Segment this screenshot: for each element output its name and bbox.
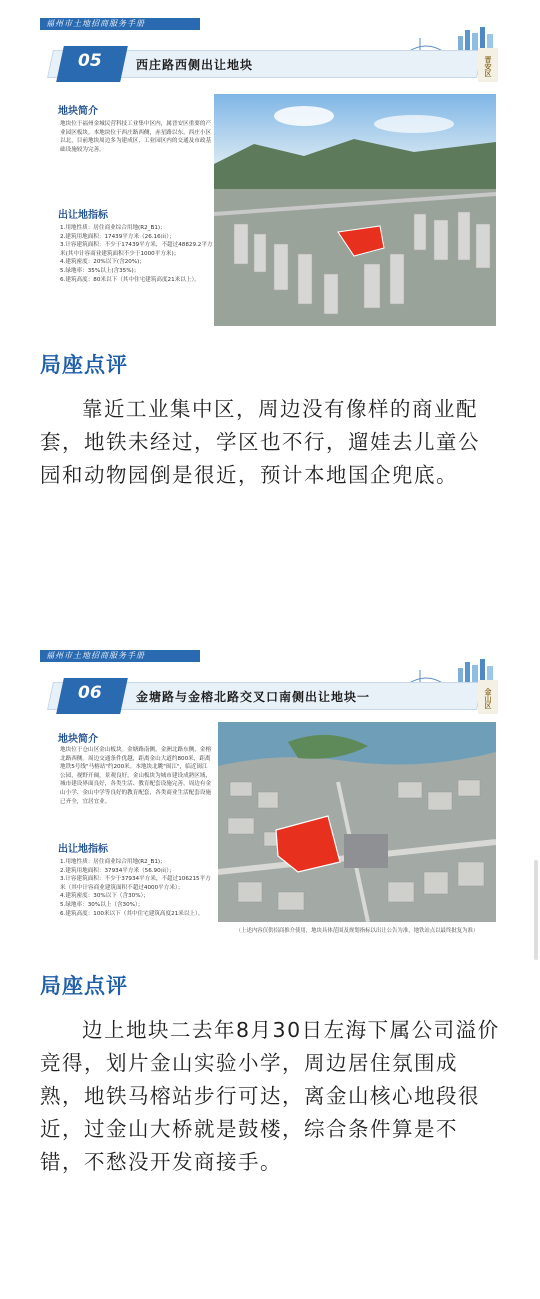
indicator-item: 2.建筑用地面积：17439平方米（26.16亩）；: [60, 233, 175, 240]
indicators-heading: 出让地指标: [58, 206, 108, 221]
review-heading: 局座点评: [40, 353, 128, 377]
review-text: 靠近工业集中区，周边没有像样的商业配套，地铁未经过，学区也不行，遛娃去儿童公园和动物园倒是很近，预计本地国企兜底。: [40, 397, 480, 487]
indicator-item: 4.建筑密度：20%以下(含20%)；: [60, 259, 145, 266]
photo-caption: （上述内容仅供招商推介使用，地块具体范围及规划指标以出让公告为准，地铁站点以最终批复为准）: [235, 928, 479, 934]
indicator-list: [60, 224, 216, 284]
indicator-item: 5.绿地率：30%以上（含30%）；: [60, 901, 144, 908]
plot-title: 西庄路西侧出让地块: [136, 58, 254, 72]
scrollbar[interactable]: [534, 860, 538, 960]
intro-text: 地块位于仓山区金山板块。金塘路南侧，金洲北路东侧，金榕北路西侧。周边交通条件优越，距离金山大道约800米，距离地铁5号线"马榕站"约200米。本地块北眺"闽江"，临近闽江公园，视野开阔，景观良好。金山板块为城市建设成熟区域，城市建设界面良好，各类生活、教育配套设施完善，周边有金山小学、金山中学等良好的教育配套，各类商业生活配套设施已齐全，宜居宜业。: [60, 747, 212, 805]
intro-text: 地块位于福州金城民营科技工业集中区内，属晋安区重要的产业园区板块。本地块位于西庄路西侧，赤星路以东，西庄小区以北，目前地块周边多为建成区，工业园区内的交通及市政基础设施较为完善。: [60, 121, 212, 153]
intro-heading: 地块简介: [58, 102, 98, 117]
brochure-title: 福州市土地招商服务手册: [46, 651, 145, 660]
indicator-list: [60, 858, 216, 918]
district-tag: 晋安区: [478, 48, 498, 82]
intro-heading: 地块简介: [58, 730, 98, 745]
aerial-photo: [214, 94, 496, 326]
brochure-title-bar: [40, 650, 200, 662]
indicator-item: 1.用地性质：居住商业综合用地(R2_B1)；: [60, 225, 166, 231]
indicator-item: 2.建筑用地面积：37934平方米（56.90亩）；: [60, 867, 175, 874]
plot-number: 06: [78, 683, 102, 703]
plot-card-06: [40, 650, 500, 940]
plot-card-05: [40, 18, 500, 338]
indicator-item: 4.建筑密度：30%以下（含30%）；: [60, 893, 149, 900]
aerial-photo: [218, 722, 496, 922]
indicator-item: 5.绿地率：35%以上(含35%)；: [60, 267, 140, 274]
plot-title: 金塘路与金榕北路交叉口南侧出让地块一: [136, 690, 371, 704]
review-text: 边上地块二去年8月30日左海下属公司溢价竞得，划片金山实验小学，周边居住氛围成熟，地铁马榕站步行可达，离金山核心地段很近，过金山大桥就是鼓楼，综合条件算是不错，不愁没开发商接手。: [40, 1018, 500, 1174]
indicator-item: 1.用地性质：居住商业综合用地(R2_B1)；: [60, 859, 166, 865]
district-tag: 金山区: [478, 680, 498, 714]
review-heading: 局座点评: [40, 974, 128, 998]
plot-number: 05: [78, 51, 102, 71]
indicator-item: 6.建筑高度：80米以下（其中住宅建筑高度21米以上）。: [60, 276, 200, 283]
indicator-item: 6.建筑高度：100米以下（其中住宅建筑高度21米以上）。: [60, 910, 204, 917]
indicator-item: 3.计容建筑面积：不少于17439平方米，不超过48829.2平方米(其中计容商业建筑面积不少于1000平方米)；: [60, 242, 213, 257]
brochure-title-bar: [40, 18, 200, 30]
indicator-item: 3.计容建筑面积：不少于37934平方米，不超过106215平方米（其中计容商业建筑面积不超过4000平方米）；: [60, 876, 211, 891]
brochure-title: 福州市土地招商服务手册: [46, 19, 145, 28]
indicators-heading: 出让地指标: [58, 840, 108, 855]
